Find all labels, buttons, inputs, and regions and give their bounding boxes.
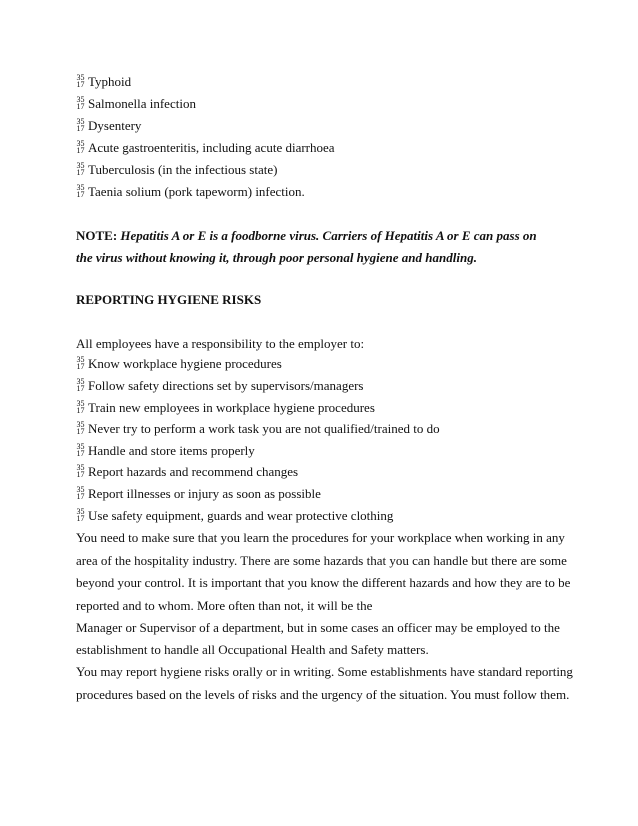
paragraph-line: establishment to handle all Occupational Health and Safety matters.	[76, 642, 429, 657]
responsibility-intro: All employees have a responsibility to the employer to:	[76, 336, 365, 351]
paragraph-line: reported and to whom. More often than not, it will be the	[76, 598, 373, 613]
list-item: 35 17 Never try to perform a work task you are not qualified/trained to do	[76, 420, 440, 436]
bullet-glyph: 35 17	[76, 463, 85, 479]
list-item: 35 17 Typhoid	[76, 73, 132, 89]
bullet-glyph: 35 17	[76, 442, 85, 458]
list-item: 35 17 Report hazards and recommend changes	[76, 463, 299, 479]
note-label: NOTE:	[76, 228, 118, 243]
list-item: 35 17 Tuberculosis (in the infectious state)	[76, 161, 278, 177]
bullet-glyph: 35 17	[76, 485, 85, 501]
list-item: 35 17 Dysentery	[76, 117, 142, 133]
note-line-2: the virus without knowing it, through poor personal hygiene and handling.	[76, 250, 477, 265]
paragraph-line: You need to make sure that you learn the procedures for your workplace when working in any	[76, 530, 565, 545]
list-item: 35 17 Handle and store items properly	[76, 442, 255, 458]
paragraph-line: procedures based on the levels of risks and the urgency of the situation. You must follow them.	[76, 687, 570, 702]
bullet-glyph: 35 17	[76, 73, 85, 89]
list-item: 35 17 Acute gastroenteritis, including acute diarrhoea	[76, 139, 335, 155]
note-line-1	[76, 228, 537, 244]
bullet-glyph: 35 17	[76, 399, 85, 415]
list-item: 35 17 Use safety equipment, guards and wear protective clothing	[76, 507, 394, 523]
list-item: 35 17 Train new employees in workplace hygiene procedures	[76, 399, 375, 415]
list-item: 35 17 Salmonella infection	[76, 95, 196, 111]
note-text: Hepatitis A or E is a foodborne virus. Carriers of Hepatitis A or E can pass on	[120, 228, 537, 243]
paragraph-line: beyond your control. It is important that you know the different hazards and how they are to be	[76, 575, 571, 590]
bullet-glyph: 35 17	[76, 161, 85, 177]
bullet-glyph: 35 17	[76, 117, 85, 133]
list-item: 35 17 Report illnesses or injury as soon as possible	[76, 485, 321, 501]
bullet-glyph: 35 17	[76, 507, 85, 523]
bullet-glyph: 35 17	[76, 355, 85, 371]
bullet-glyph: 35 17	[76, 139, 85, 155]
bullet-glyph: 35 17	[76, 420, 85, 436]
paragraph-line: You may report hygiene risks orally or in writing. Some establishments have standard reporting	[76, 664, 573, 679]
list-item: 35 17 Taenia solium (pork tapeworm) infection.	[76, 183, 305, 199]
section-heading: REPORTING HYGIENE RISKS	[76, 292, 262, 307]
bullet-glyph: 35 17	[76, 377, 85, 393]
bullet-glyph: 35 17	[76, 183, 85, 199]
bullet-glyph: 35 17	[76, 95, 85, 111]
paragraph-line: Manager or Supervisor of a department, but in some cases an officer may be employed to the	[76, 620, 560, 635]
paragraph-line: area of the hospitality industry. There are some hazards that you can handle but there are some	[76, 553, 567, 568]
list-item: 35 17 Know workplace hygiene procedures	[76, 355, 282, 371]
list-item: 35 17 Follow safety directions set by supervisors/managers	[76, 377, 364, 393]
